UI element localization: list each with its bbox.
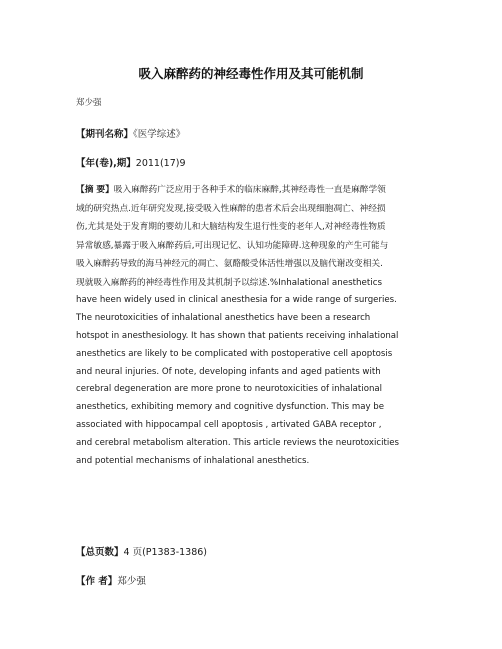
abstract-en-line: cerebral degeneration are more prone to neurotoxicities of inhalational <box>76 384 383 395</box>
abstract-en-line: associated with hippocampal cell apoptosis , artivated GABA receptor , <box>76 420 382 431</box>
author-row <box>76 573 146 587</box>
pages-row <box>76 544 207 558</box>
year-issue-label: 【年(卷),期】 <box>76 158 136 169</box>
paper-title: 吸入麻醉药的神经毒性作用及其可能机制 <box>138 66 364 81</box>
abstract-en-line: anesthetics, exhibiting memory and cognitive dysfunction. This may be <box>76 402 385 413</box>
abstract-en <box>76 292 436 471</box>
abstract-line: 异常敏感,暴露于吸入麻醉药后,可出现记忆、认知功能障碍.这种现象的产生可能与 <box>76 240 389 251</box>
journal-value: 《医学综述》 <box>133 129 186 140</box>
abstract-en-line: anesthetics are likely to be complicated with postoperative cell apoptosis <box>76 348 393 359</box>
abstract-en-line: have heen widely used in clinical anesthesia for a wide range of surgeries. <box>76 295 397 305</box>
abstract-label: 【摘 要】 <box>76 185 114 195</box>
year-issue-row <box>76 155 186 169</box>
pages-label: 【总页数】 <box>76 547 124 558</box>
abstract-cn <box>76 181 436 293</box>
abstract-en-line: hotspot in anesthesiology. It has shown that patients receiving inhalational <box>76 330 399 341</box>
journal-row <box>76 126 185 140</box>
abstract-line: 现就吸入麻醉药的神经毒性作用及其机制予以综述.%Inhalational anesthetics <box>76 277 382 288</box>
abstract-line: 伤,尤其是处于发育期的婴幼儿和大脑结构发生退行性变的老年人,对神经毒性物质 <box>76 222 386 233</box>
author-line: 郑少强 <box>76 98 102 108</box>
abstract-line: 吸入麻醉药导致的海马神经元的凋亡、氨酪酸受体活性增强以及脑代谢改变相关. <box>76 259 383 270</box>
journal-label: 【期刊名称】 <box>76 129 134 140</box>
year-issue-value: 2011(17)9 <box>135 158 186 169</box>
abstract-en-line: and potential mechanisms of inhalational anesthetics. <box>76 456 310 467</box>
abstract-en-line: The neurotoxicities of inhalational anesthetics have been a research <box>76 312 371 323</box>
abstract-en-line: and neural injuries. Of note, developing infants and aged patients with <box>76 366 381 377</box>
author-label: 【作 者】 <box>76 576 118 587</box>
abstract-line: 【摘 要】吸入麻醉药广泛应用于各种手术的临床麻醉,其神经毒性一直是麻醉学领 <box>76 185 386 195</box>
pages-value: 4 页(P1383-1386) <box>123 547 208 558</box>
abstract-line: 域的研究热点.近年研究发现,接受吸入性麻醉的患者术后会出现细胞凋亡、神经损 <box>76 203 386 214</box>
abstract-en-line: and cerebral metabolism alteration. This article reviews the neurotoxicities <box>76 438 400 449</box>
author-value: 郑少强 <box>117 576 146 587</box>
